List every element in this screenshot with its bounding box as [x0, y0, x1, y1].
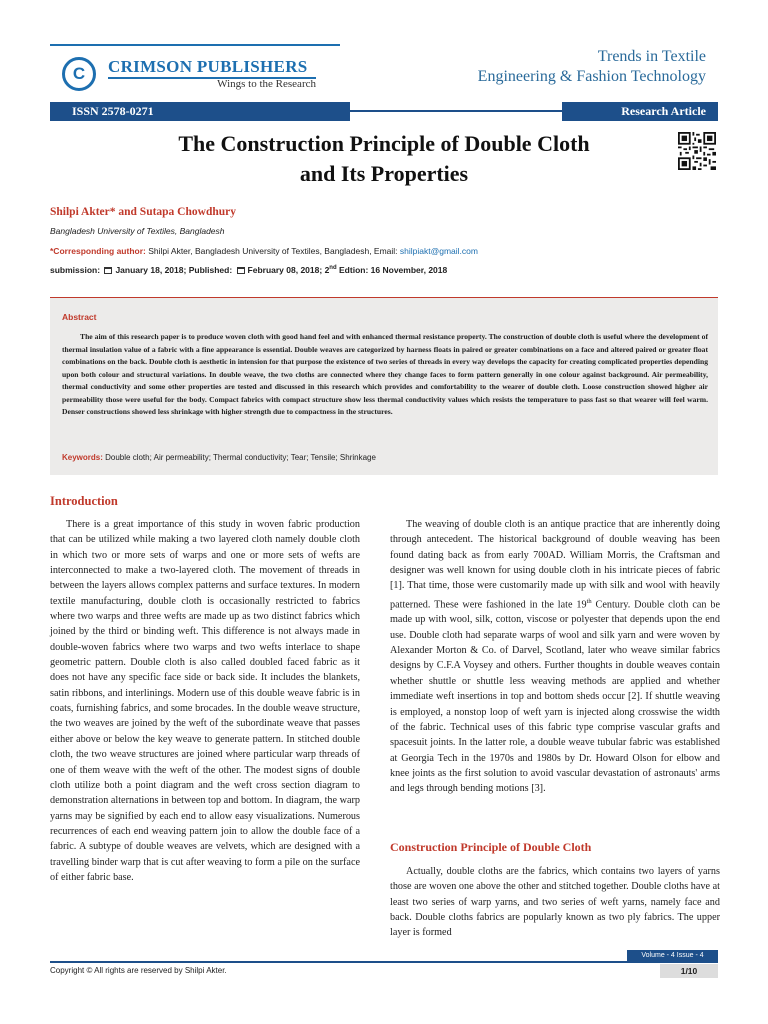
construction-paragraph: Actually, double cloths are the fabrics, which contains two layers of yarns those are woven one above the other and stitched together. Double cloths have at least two series of warp yarns, and two series of weft yarns, namely face and back. Double cloths fabrics are popularly known as two ply fabrics. The upper layer is formed — [390, 866, 720, 939]
corresponding-text: Shilpi Akter, Bangladesh University of Textiles, Bangladesh, Email: — [145, 246, 400, 256]
body-right-part2: Century. Double cloth can be made up with wool, silk, cotton, viscose or polyester that depends upon the end use. Double cloth had separate warps of wool and silk yarn and were woven by Alexander Morton & Co. of Darvel, Scotland, later who weave similar fabrics designs by C.F.A Voysey and others. Further thoughts in double weaves contain whether shuttle or shuttle less weaving methods are applied and whether immediate weft insertions in top and bottom sheds occur [2]. If shuttle weaving is employed, a nonstop loop of weft yarn is injected along crosswise the width of the fabric. Technical uses of this fabric type comprise vascular grafts and spacesuit joints. In the latter role, a double weave tubular fabric was established at Georgia Tech in the 1970s and 1980s by Dr. Howard Olson for elbow and knee joints as the first solution to avoid vascular devastation of astronauts' arms and legs through bending motions [3]. — [390, 599, 720, 795]
submission-date: January 18, 2018; — [115, 265, 187, 275]
volume-issue-badge: Volume - 4 Issue - 4 — [627, 950, 718, 961]
issn-text: ISSN 2578-0271 — [72, 104, 154, 118]
body-column-left: There is a great importance of this study in woven fabric production that can be utilized while making a two layered cloth namely double cloth in which two or more sets of warps and one or more sets of wefts are interconnected to make a two-layered cloth. The movement of threads in between the layers allows complex patterns and surface textures. In modern textile manufacturing, double cloth is occasionally restricted to fabrics where two warps and three wefts are made up as two distinct fabrics which joined by the third or binding weft. This difference is not always made in double-woven fabrics where two warps and two wefts interlace to shape geometric pattern. Double cloth is also called doubled faced fabric as it does not have any specific face side or back side. It includes the blankets, satin ribbons, and interlinings. Modern use of this double weave fabric is in coats, furnishing fabrics, and some brocades. In the double weave structure, the two weaves are joined by the weft of the subordinate weave that passes either above or below the key weave to generate pattern. In stitched double cloth, the two weave structures are joined where particular warp threads of one of them weave with the weft of the other. The modest signs of double cloth utilize both a point diagram and the weft cross section diagram to demonstration alternations in between top and bottom. In diagram, the warp yarns may be signified by each end to allow easy visualizations. Numerous recurrences of each end weaving pattern join to allow the double face of a fabric. A subtype of double weaves are velvets, which are designed with a travelling binder warp that is cut after weaving to form a pile on the surface of either fabric base. — [50, 519, 360, 883]
submission-label: submission: — [50, 265, 101, 275]
introduction-heading: Introduction — [50, 494, 118, 508]
calendar-icon — [237, 267, 245, 274]
author-list: Shilpi Akter* and Sutapa Chowdhury — [50, 206, 236, 218]
edition-ordinal-suffix: nd — [329, 265, 337, 272]
published-label: Published: — [188, 265, 233, 275]
keywords — [62, 453, 376, 462]
corresponding-email-link[interactable]: shilpiakt@gmail.com — [399, 246, 478, 256]
keywords-label: Keywords: — [62, 453, 103, 462]
article-title-line1: The Construction Principle of Double Cloth — [178, 131, 590, 156]
abstract-heading: Abstract — [62, 312, 97, 322]
body-column-right — [390, 517, 720, 797]
journal-title-line2: Engineering & Fashion Technology — [477, 68, 706, 85]
article-type-label: Research Article — [621, 104, 706, 118]
qr-code-icon[interactable] — [678, 132, 716, 170]
keywords-list: Double cloth; Air permeability; Thermal conductivity; Tear; Tensile; Shrinkage — [102, 453, 376, 462]
copyright-notice: Copyright © All rights are reserved by Shilpi Akter. — [50, 966, 227, 975]
article-title-line2: and Its Properties — [299, 161, 469, 186]
corresponding-label: *Corresponding author: — [50, 246, 146, 256]
publication-dates — [50, 265, 447, 275]
construction-heading: Construction Principle of Double Cloth — [390, 840, 592, 854]
crimson-logo-icon — [62, 57, 96, 91]
abstract-text: The aim of this research paper is to produce woven cloth with good hand feel and with enhanced thermal resistance property. The construction of double cloth is useful where the development of thermal insulation value of a fabric with a fine appearance is essential. Double weaves are categorized by harness floats in paired or greater combinations on a face and altered paired or greater float combinations on the back. Double cloth is aesthetic in intension for that purpose the existence of two series of threads in every way develops the capacity for creating complicated properties depending upon both colour and structural variations. In double weave, the two cloths are connected where they change faces to form pattern generally in one colour against background. Air permeability, thermal conductivity and some other properties are tested and discussed in this research which provides and comfortability to the wearer of double cloth. Loose construction showed higher air permeability those were useful for the body. Compact fabrics with compact structure show less thermal conductivity values which resists the temperature to pass fast so that wearer will feel warm. Denser constructions showed less shrinkage with higher strength due to compactness in the structures. — [62, 332, 708, 416]
published-date: February 08, 2018; — [247, 265, 323, 275]
article-type-bar — [562, 102, 718, 121]
corresponding-author — [50, 246, 478, 256]
edition-ordinal: 2 — [324, 265, 330, 275]
footer-rule — [50, 961, 718, 963]
author-affiliation: Bangladesh University of Textiles, Bangladesh — [50, 226, 225, 236]
journal-title-line1: Trends in Textile — [597, 48, 706, 65]
publisher-name: CRIMSON PUBLISHERS — [108, 57, 308, 76]
publisher-tagline: Wings to the Research — [217, 78, 316, 90]
header-top-rule — [50, 44, 340, 46]
page-number: 1/10 — [660, 964, 718, 978]
article-title — [100, 129, 668, 189]
body-right-part1: The weaving of double cloth is an antique practice that are inherently doing through antecedent. The historical background of double weaving has been found dating back as from early 700AD. William Morris, the Craftsman and designer was well known for using double cloth in his intricate pieces of fabric [1]. That time, those were customarily made up with silk and wool with heavily patterned. These were fashioned in the late 19 — [390, 519, 720, 611]
calendar-icon — [104, 267, 112, 274]
edition-label: Edtion: — [339, 265, 369, 275]
edition-date: 16 November, 2018 — [370, 265, 448, 275]
issn-bar — [50, 102, 350, 121]
logo-letter: C — [72, 64, 86, 83]
century-ordinal-suffix: th — [586, 597, 592, 605]
